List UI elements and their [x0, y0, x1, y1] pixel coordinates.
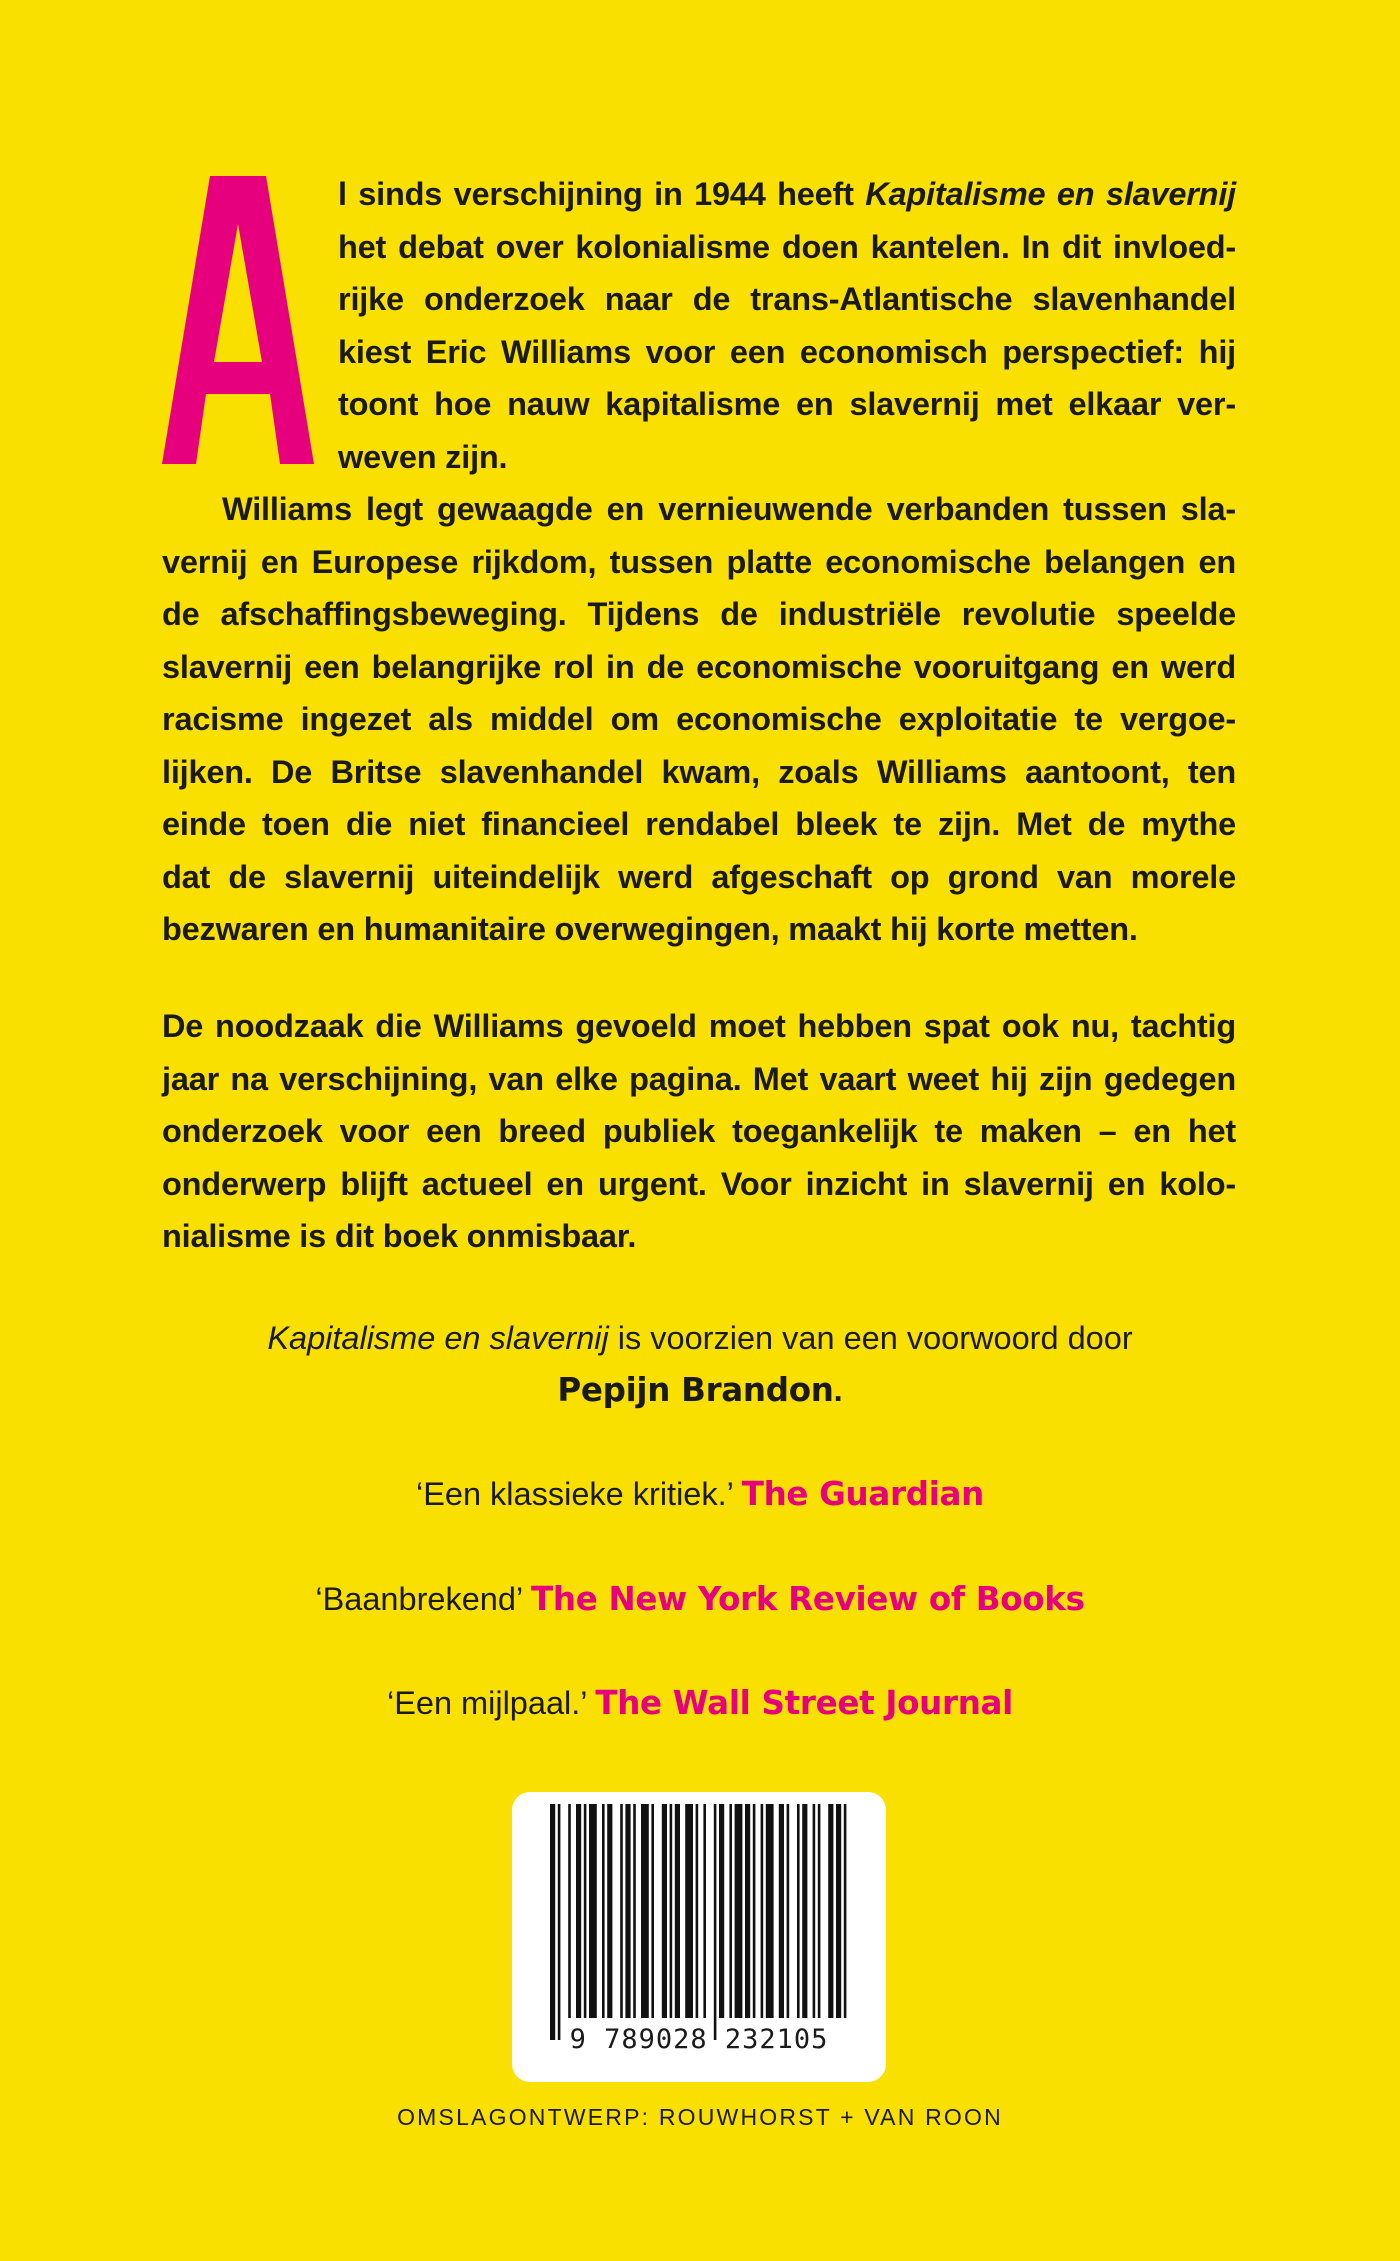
barcode-bar — [550, 1804, 555, 2040]
text-line: nialisme is dit boek onmisbaar. — [162, 1218, 637, 1254]
drop-cap-a-glyph — [162, 176, 314, 464]
text-line: de afschaffingsbeweging. Tijdens de industriële revolutie speelde — [162, 596, 1236, 632]
barcode-bar — [802, 1804, 807, 2018]
barcode-bar — [584, 1804, 587, 2018]
foreword-text: is voorzien van een voorwoord door — [608, 1320, 1133, 1356]
text-line: slavernij een belangrijke rol in de economische vooruitgang en werd — [162, 648, 1236, 685]
barcode-bar — [558, 1804, 561, 2040]
barcode-bar — [670, 1804, 673, 2018]
text-line: racisme ingezet als middel om economische exploitatie te vergoe- — [162, 701, 1236, 737]
review-quote-1 — [0, 1468, 1400, 1520]
barcode-bar — [729, 1804, 732, 2018]
barcode-bar — [735, 1804, 743, 2018]
svg-text:A: A — [162, 176, 163, 177]
barcode-bar — [620, 1804, 623, 2018]
text-line: onderwerp blijft actueel en urgent. Voor inzicht in slavernij en kolo- — [162, 1165, 1236, 1202]
isbn-barcode — [512, 1792, 886, 2082]
barcode-bar — [675, 1804, 680, 2018]
text-line: toont hoe nauw kapitalisme en slavernij met elkaar ver- — [338, 386, 1236, 422]
barcode-bar — [641, 1804, 649, 2018]
barcode-bar — [607, 1804, 612, 2018]
barcode-bar — [703, 1804, 706, 2018]
text-line: dat de slavernij uiteindelijk werd afgeschaft op grond van morele — [162, 858, 1236, 895]
drop-cap-letter — [162, 176, 314, 464]
barcode-bar — [813, 1804, 816, 2018]
text-line: Williams legt gewaagde en vernieuwende verbanden tussen sla- — [222, 491, 1236, 527]
text-line: het debat over kolonialisme doen kantelen. In dit invloed- — [338, 228, 1236, 265]
barcode-bar — [745, 1804, 750, 2018]
intro-paragraph — [338, 168, 1236, 483]
quote-text: ‘Een mijlpaal.’ — [386, 1685, 587, 1721]
quote-source: The Guardian — [741, 1475, 985, 1513]
body-paragraph-williams — [162, 483, 1236, 956]
text-line: kiest Eric Williams voor een economisch perspectief: hij — [338, 333, 1236, 370]
barcode-bar — [633, 1804, 636, 2018]
barcode-bar — [753, 1804, 756, 2018]
text-line: jaar na verschijning, van elke pagina. Met vaart weet hij zijn gedegen — [162, 1060, 1236, 1097]
barcode-bar — [719, 1804, 724, 2018]
text-line: De noodzaak die Williams gevoeld moet hebben spat ook nu, tachtig — [162, 1008, 1236, 1044]
barcode-bar — [844, 1804, 847, 2018]
text-line: rijke onderzoek naar de trans-Atlantische slavenhandel — [338, 281, 1236, 317]
foreword-author: Pepijn Brandon — [557, 1371, 834, 1409]
text-line: vernij en Europese rijkdom, tussen platte economische belangen en — [162, 543, 1236, 580]
foreword-period: . — [833, 1372, 843, 1408]
isbn-number: 9 789028 232105 — [569, 2024, 829, 2055]
barcode-bar — [568, 1804, 571, 2018]
barcode-bar — [589, 1804, 597, 2018]
text-line: onderzoek voor een breed publiek toegankelijk te maken – en het — [162, 1113, 1236, 1149]
barcode-bar — [696, 1804, 699, 2018]
barcode-bar — [766, 1804, 774, 2018]
text-line: bezwaren en humanitaire overwegingen, maakt hij korte metten. — [162, 911, 1138, 947]
quote-text: ‘Baanbrekend’ — [315, 1581, 522, 1617]
foreword-author-line — [0, 1364, 1400, 1416]
text-line: lijken. De Britse slavenhandel kwam, zoals Williams aantoont, ten — [162, 753, 1236, 790]
quote-source: The Wall Street Journal — [595, 1684, 1014, 1722]
barcode-bar — [828, 1804, 833, 2018]
barcode-bar — [836, 1804, 841, 2018]
foreword-note — [0, 1312, 1400, 1364]
barcode-bar — [625, 1804, 630, 2018]
barcode-bar — [685, 1804, 693, 2018]
text-line: weven zijn. — [338, 438, 508, 475]
barcode-bar — [818, 1804, 821, 2018]
barcode-bar — [714, 1804, 717, 2040]
quote-text: ‘Een klassieke kritiek.’ — [415, 1476, 733, 1512]
quote-source: The New York Review of Books — [531, 1580, 1085, 1618]
review-quote-2 — [0, 1573, 1400, 1625]
foreword-book-title: Kapitalisme en slavernij — [267, 1320, 609, 1356]
cover-design-credit: OMSLAGONTWERP: ROUWHORST + VAN ROON — [397, 2104, 1003, 2130]
barcode-bar — [651, 1804, 654, 2018]
text-line: l sinds verschijning in 1944 heeft Kapitalisme en slavernij — [338, 176, 1236, 212]
barcode-bar — [761, 1804, 764, 2018]
body-paragraph-urgency — [162, 1000, 1236, 1263]
barcode-bar — [602, 1804, 605, 2018]
barcode-bar — [797, 1804, 800, 2018]
review-quote-3 — [0, 1677, 1400, 1729]
barcode-bar — [662, 1804, 667, 2018]
barcode-bar — [576, 1804, 581, 2018]
barcode-bar — [787, 1804, 790, 2018]
barcode-bar — [779, 1804, 784, 2018]
text-line: einde toen die niet financieel rendabel bleek te zijn. Met de mythe — [162, 806, 1236, 842]
